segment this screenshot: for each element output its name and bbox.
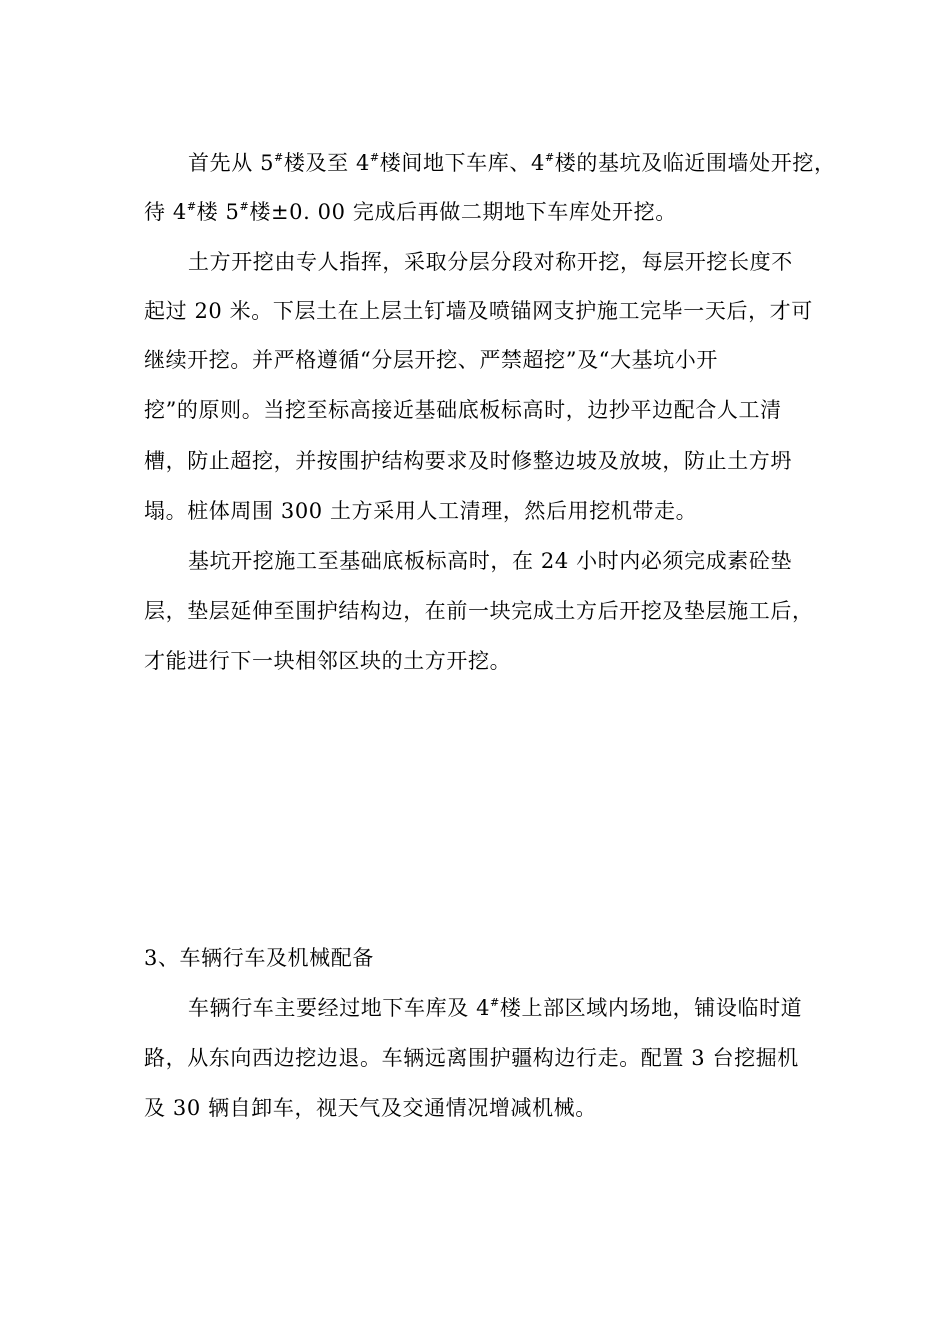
paragraph-2-line-1: 土方开挖由专人指挥，采取分层分段对称开挖，每层开挖长度不 — [188, 250, 793, 274]
paragraph-1-line-2: 待 4#楼 5#楼±0. 00 完成后再做二期地下车库处开挖。 — [144, 200, 677, 224]
paragraph-3-line-1: 基坑开挖施工至基础底板标高时，在 24 小时内必须完成素砼垫 — [188, 549, 793, 573]
paragraph-1-line-1: 首先从 5#楼及至 4#楼间地下车库、4#楼的基坑及临近围墙处开挖， — [188, 151, 836, 175]
paragraph-4-line-2: 路，从东向西边挖边退。车辆远离围护疆构边行走。配置 3 台挖掘机 — [144, 1046, 799, 1070]
paragraph-3-line-2: 层，垫层延伸至围护结构边，在前一块完成土方后开挖及垫层施工后， — [144, 599, 814, 623]
paragraph-2-line-2: 起过 20 米。下层土在上层土钉墙及喷锚网支护施工完毕一天后，才可 — [144, 299, 813, 323]
paragraph-2-line-3: 继续开挖。并严格遵循“分层开挖、严禁超挖”及“大基坑小开 — [144, 348, 719, 372]
paragraph-3-line-3: 才能进行下一块相邻区块的土方开挖。 — [144, 649, 512, 673]
section-heading: 3、车辆行车及机械配备 — [144, 946, 374, 970]
paragraph-4-line-3: 及 30 辆自卸车，视天气及交通情况增减机械。 — [144, 1096, 597, 1120]
paragraph-2-line-4: 挖”的原则。当挖至标高接近基础底板标高时，边抄平边配合人工清 — [144, 398, 782, 422]
paragraph-4-line-1: 车辆行车主要经过地下车库及 4#楼上部区域内场地，铺设临时道 — [188, 996, 803, 1020]
paragraph-2-line-6: 塌。桩体周围 300 土方采用人工清理，然后用挖机带走。 — [144, 499, 698, 523]
paragraph-2-line-5: 槽，防止超挖，并按围护结构要求及时修整边坡及放坡，防止土方坍 — [144, 449, 792, 473]
